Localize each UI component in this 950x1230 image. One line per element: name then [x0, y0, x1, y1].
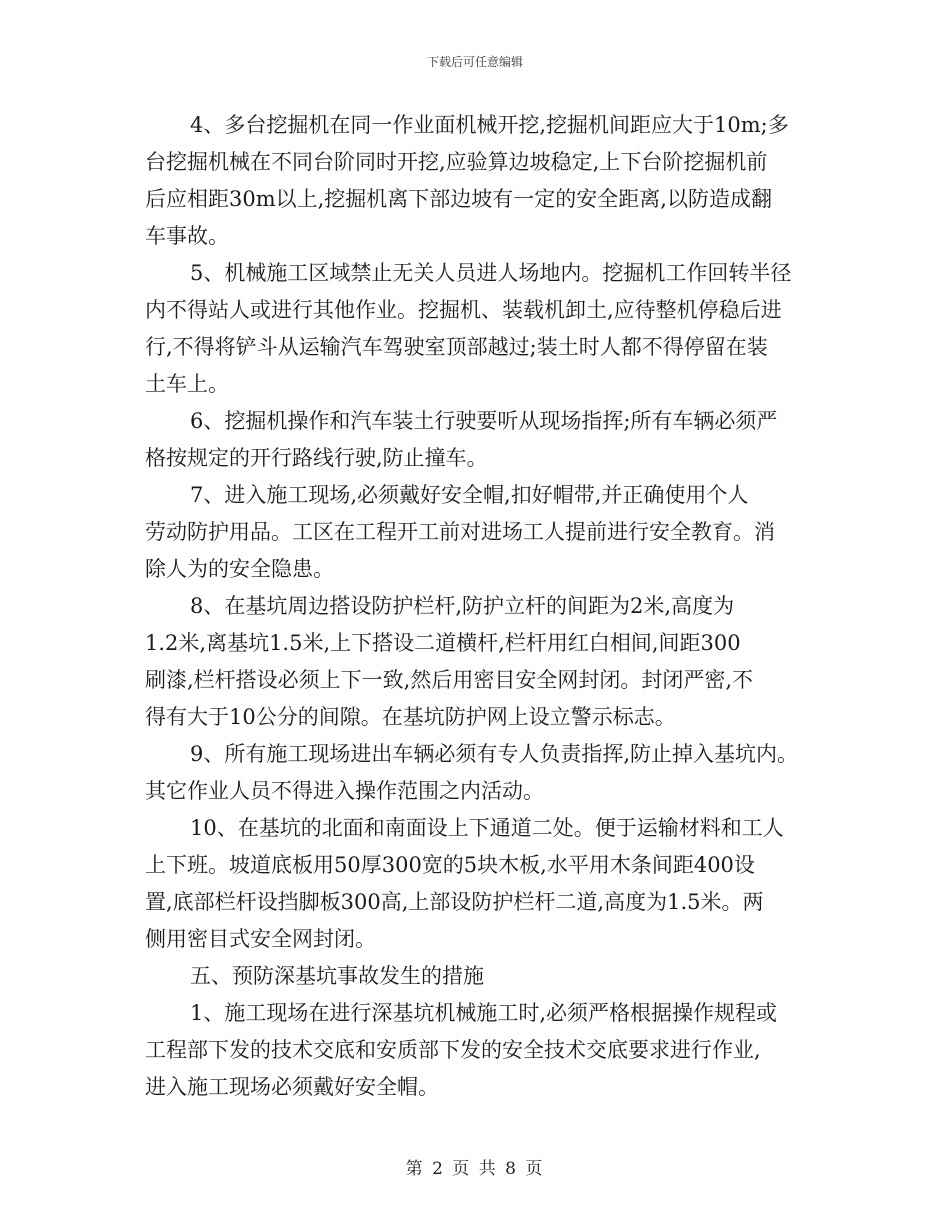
- body-line: 刷漆,栏杆搭设必须上下一致,然后用密目安全网封闭。封闭严密,不: [145, 668, 754, 692]
- body-line: 9、所有施工现场进出车辆必须有专人负责指挥,防止掉入基坑内。: [190, 742, 799, 766]
- body-line: 10、在基坑的北面和南面设上下通道二处。便于运输材料和工人: [190, 816, 784, 840]
- body-line: 格按规定的开行路线行驶,防止撞车。: [145, 446, 488, 470]
- body-line: 5、机械施工区域禁止无关人员进人场地内。挖掘机工作回转半径: [190, 261, 792, 285]
- section-heading: 五、预防深基坑事故发生的措施: [190, 964, 484, 988]
- body-line: 台挖掘机械在不同台阶同时开挖,应验算边坡稳定,上下台阶挖掘机前: [145, 150, 768, 174]
- body-line: 行,不得将铲斗从运输汽车驾驶室顶部越过;装土时人都不得停留在装: [145, 335, 768, 359]
- body-line: 其它作业人员不得进入操作范围之内活动。: [145, 779, 544, 803]
- body-line: 6、挖掘机操作和汽车装土行驶要听从现场指挥;所有车辆必须严: [190, 409, 778, 433]
- page-header: 下载后可任意编辑: [426, 55, 523, 69]
- body-line: 土车上。: [145, 372, 229, 396]
- body-line: 进入施工现场必须戴好安全帽。: [145, 1075, 439, 1099]
- body-line: 置,底部栏杆设挡脚板300高,上部设防护栏杆二道,高度为1.5米。两: [145, 890, 764, 914]
- body-line: 7、进入施工现场,必须戴好安全帽,扣好帽带,并正确使用个人: [190, 483, 749, 507]
- body-line: 上下班。坡道底板用50厚300宽的5块木板,水平用木条间距400设: [145, 853, 755, 877]
- body-line: 1、施工现场在进行深基坑机械施工时,必须严格根据操作规程或: [190, 1001, 778, 1025]
- body-line: 车事故。: [145, 224, 229, 248]
- body-line: 4、多台挖掘机在同一作业面机械开挖,挖掘机间距应大于10m;多: [190, 113, 789, 137]
- body-line: 1.2米,离基坑1.5米,上下搭设二道横杆,栏杆用红白相间,间距300: [145, 631, 741, 655]
- body-line: 8、在基坑周边搭设防护栏杆,防护立杆的间距为2米,高度为: [190, 594, 735, 618]
- body-line: 侧用密目式安全网封闭。: [145, 927, 376, 951]
- body-line: 后应相距30m以上,挖掘机离下部边坡有一定的安全距离,以防造成翻: [145, 187, 772, 211]
- body-line: 得有大于10公分的间隙。在基坑防护网上设立警示标志。: [145, 705, 676, 729]
- body-line: 劳动防护用品。工区在工程开工前对进场工人提前进行安全教育。消: [145, 520, 775, 544]
- body-line: 内不得站人或进行其他作业。挖掘机、装载机卸土,应待整机停稳后进: [145, 298, 782, 322]
- page-footer: 第 2 页 共 8 页: [405, 1159, 545, 1179]
- body-line: 工程部下发的技术交底和安质部下发的安全技术交底要求进行作业,: [145, 1038, 761, 1062]
- body-line: 除人为的安全隐患。: [145, 557, 334, 581]
